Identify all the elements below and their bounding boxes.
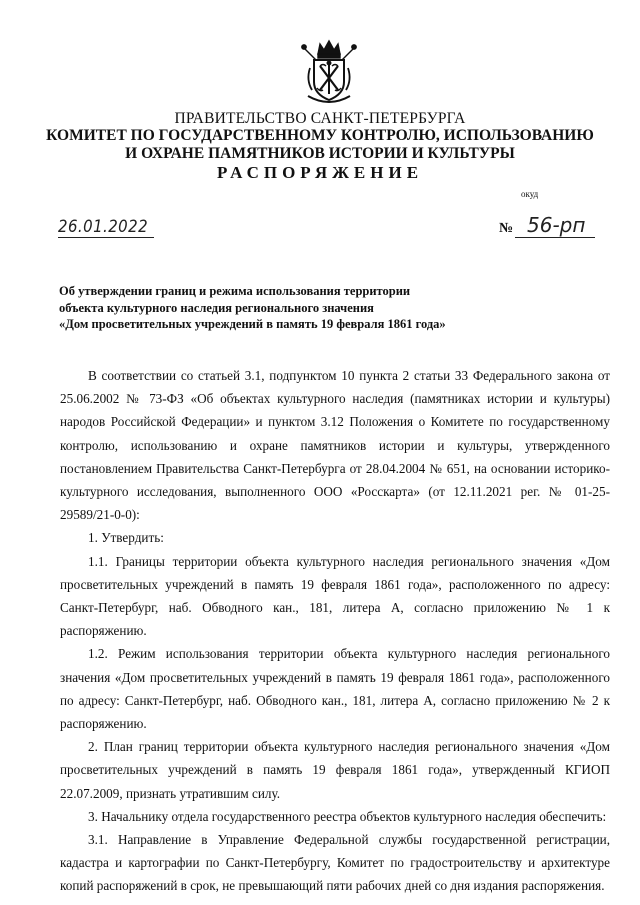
document-type: РАСПОРЯЖЕНИЕ — [216, 163, 424, 182]
committee-name-line1: КОМИТЕТ ПО ГОСУДАРСТВЕННОМУ КОНТРОЛЮ, ИСПОЛЬЗОВАНИЮ — [46, 127, 594, 144]
clause-3-1: 3.1. Направление в Управление Федеральной службы государственной регистрации, кадастра и картографии по Санкт-Петербургу, Комитет по градостроительству и архитектуре копий распоряжений в срок, не превышающий пяти рабочих дней со дня издания распоряжения. — [60, 832, 610, 894]
clause-1: 1. Утвердить: — [88, 530, 164, 546]
document-date-value: 26.01.2022 — [58, 217, 149, 237]
okud-label: окуд — [521, 189, 539, 199]
document-number: 56-рп — [515, 213, 595, 238]
clause-1-1: 1.1. Границы территории объекта культурного наследия регионального значения «Дом просветительных учреждений в память 19 февраля 1861 года», расположенного по адресу: Санкт-Петербург, наб. Обводного кан., 181, литера А, согласно приложению № 1 к распоряжению. — [60, 553, 610, 639]
document-date — [58, 217, 154, 238]
committee-name-line2: И ОХРАНЕ ПАМЯТНИКОВ ИСТОРИИ И КУЛЬТУРЫ — [125, 145, 515, 162]
coat-of-arms-icon — [300, 38, 358, 108]
document-body — [60, 364, 610, 898]
number-sign: № — [499, 221, 514, 236]
title-line2: объекта культурного наследия регионального значения — [59, 300, 374, 315]
document-title — [59, 283, 446, 333]
title-line1: Об утверждении границ и режима использования территории — [59, 284, 411, 298]
clause-1-2: 1.2. Режим использования территории объекта культурного наследия регионального значения «Дом просветительных учреждений в память 19 февраля 1861 года», расположенного по адресу: Санкт-Петербург, наб. Обводного кан., 181, литера А, согласно приложению № 2 к распоряжению. — [60, 646, 610, 732]
committee-name — [0, 127, 640, 163]
clause-3: 3. Начальнику отдела государственного реестра объектов культурного наследия обеспечить: — [88, 808, 607, 824]
clause-2: 2. План границ территории объекта культурного наследия регионального значения «Дом просветительных учреждений в память 19 февраля 1861 года», утвержденный КГИОП 22.07.2009, признать утратившим силу. — [60, 739, 610, 801]
preamble-paragraph: В соответствии со статьей 3.1, подпунктом 10 пункта 2 статьи 33 Федерального закона от 25.06.2002 № 73-ФЗ «Об объектах культурного наследия (памятниках истории и культуры) народов Российской Федерации» и пунктом 3.12 Положения о Комитете по государственному контролю, использованию и охране памятников истории и культуры, утвержденного постановлением Правительства Санкт-Петербурга от 28.04.2004 № 651, на основании историко-культурного исследования, выполненного ООО «Росскарта» (от 12.11.2021 рег. № 01-25-29589/21-0-0): — [60, 368, 610, 523]
government-name: ПРАВИТЕЛЬСТВО САНКТ-ПЕТЕРБУРГА — [174, 110, 466, 127]
title-line3: «Дом просветительных учреждений в память 19 февраля 1861 года» — [59, 317, 446, 331]
